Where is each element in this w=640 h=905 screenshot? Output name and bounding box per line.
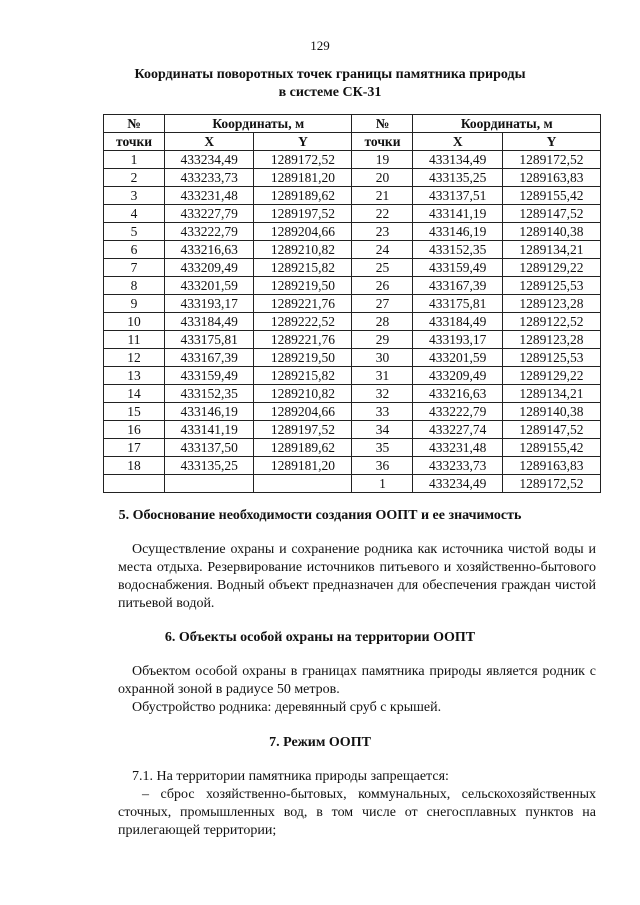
coord-x: 433233,73 bbox=[165, 169, 254, 187]
point-number: 20 bbox=[352, 169, 413, 187]
point-number: 4 bbox=[104, 205, 165, 223]
title-line-2: в системе СК-31 bbox=[278, 85, 382, 100]
point-number: 33 bbox=[352, 403, 413, 421]
point-number: 18 bbox=[104, 457, 165, 475]
table-row bbox=[104, 313, 601, 331]
coordinates-table bbox=[103, 114, 601, 493]
coord-y: 1289134,21 bbox=[502, 241, 600, 259]
coord-y: 1289129,22 bbox=[502, 367, 600, 385]
point-number: 2 bbox=[104, 169, 165, 187]
point-number: 1 bbox=[352, 475, 413, 493]
point-number: 12 bbox=[104, 349, 165, 367]
point-number: 3 bbox=[104, 187, 165, 205]
table-row bbox=[104, 259, 601, 277]
coord-y: 1289172,52 bbox=[502, 475, 600, 493]
coord-x: 433184,49 bbox=[165, 313, 254, 331]
coord-x: 433231,48 bbox=[165, 187, 254, 205]
coord-x: 433227,79 bbox=[165, 205, 254, 223]
section-6-paragraph-2: Обустройство родника: деревянный сруб с крышей. bbox=[132, 700, 442, 715]
coord-y: 1289122,52 bbox=[502, 313, 600, 331]
section-7-heading: 7. Режим ООПТ bbox=[269, 735, 371, 750]
point-number: 21 bbox=[352, 187, 413, 205]
point-number: 13 bbox=[104, 367, 165, 385]
section-7-text bbox=[118, 768, 596, 840]
point-number: 7 bbox=[104, 259, 165, 277]
coord-x: 433146,19 bbox=[165, 403, 254, 421]
coord-x: 433234,49 bbox=[165, 151, 254, 169]
point-number: 36 bbox=[352, 457, 413, 475]
header-x-2: X bbox=[413, 133, 502, 151]
coord-y: 1289147,52 bbox=[502, 421, 600, 439]
table-row bbox=[104, 169, 601, 187]
coord-x: 433184,49 bbox=[413, 313, 502, 331]
coord-y: 1289210,82 bbox=[254, 385, 352, 403]
coord-x: 433152,35 bbox=[413, 241, 502, 259]
coord-x: 433201,59 bbox=[413, 349, 502, 367]
coord-y: 1289163,83 bbox=[502, 169, 600, 187]
header-coords-2: Координаты, м bbox=[413, 115, 601, 133]
coord-x: 433152,35 bbox=[165, 385, 254, 403]
section-5-text bbox=[118, 541, 596, 613]
coord-y: 1289140,38 bbox=[502, 223, 600, 241]
point-number: 35 bbox=[352, 439, 413, 457]
point-number: 5 bbox=[104, 223, 165, 241]
header-coords: Координаты, м bbox=[165, 115, 352, 133]
header-num-2: № bbox=[352, 115, 413, 133]
section-5-heading: 5. Обоснование необходимости создания ООПТ и ее значимость bbox=[118, 508, 522, 523]
table-row bbox=[104, 331, 601, 349]
table-row bbox=[104, 403, 601, 421]
point-number: 17 bbox=[104, 439, 165, 457]
coord-y bbox=[254, 475, 352, 493]
point-number: 28 bbox=[352, 313, 413, 331]
coord-y: 1289215,82 bbox=[254, 367, 352, 385]
section-7-paragraph-2: – сброс хозяйственно-бытовых, коммунальных, сельскохозяйственных сточных, промышленных вод, в том числе от снегосплавных пунктов на прилегающей территории; bbox=[118, 787, 596, 838]
table-row bbox=[104, 385, 601, 403]
coord-x: 433234,49 bbox=[413, 475, 502, 493]
coord-x: 433193,17 bbox=[413, 331, 502, 349]
coord-y: 1289219,50 bbox=[254, 349, 352, 367]
table-title bbox=[100, 66, 560, 102]
coord-x: 433222,79 bbox=[165, 223, 254, 241]
table-row bbox=[104, 439, 601, 457]
table-row bbox=[104, 457, 601, 475]
point-number: 31 bbox=[352, 367, 413, 385]
coord-y: 1289221,76 bbox=[254, 331, 352, 349]
coord-y: 1289155,42 bbox=[502, 439, 600, 457]
table-header-row-2 bbox=[104, 133, 601, 151]
header-x: X bbox=[165, 133, 254, 151]
coord-y: 1289197,52 bbox=[254, 205, 352, 223]
coord-x: 433216,63 bbox=[165, 241, 254, 259]
coord-y: 1289123,28 bbox=[502, 331, 600, 349]
point-number: 8 bbox=[104, 277, 165, 295]
coord-x: 433141,19 bbox=[413, 205, 502, 223]
coord-y: 1289204,66 bbox=[254, 223, 352, 241]
coord-x: 433233,73 bbox=[413, 457, 502, 475]
table-row bbox=[104, 151, 601, 169]
point-number: 32 bbox=[352, 385, 413, 403]
header-point-2: точки bbox=[352, 133, 413, 151]
point-number: 16 bbox=[104, 421, 165, 439]
section-6-heading: 6. Объекты особой охраны на территории ООПТ bbox=[164, 630, 476, 645]
table-row bbox=[104, 205, 601, 223]
point-number: 27 bbox=[352, 295, 413, 313]
coord-x: 433141,19 bbox=[165, 421, 254, 439]
coord-x: 433222,79 bbox=[413, 403, 502, 421]
point-number: 15 bbox=[104, 403, 165, 421]
point-number: 9 bbox=[104, 295, 165, 313]
point-number bbox=[104, 475, 165, 493]
coord-x: 433209,49 bbox=[413, 367, 502, 385]
point-number: 23 bbox=[352, 223, 413, 241]
point-number: 22 bbox=[352, 205, 413, 223]
coord-x bbox=[165, 475, 254, 493]
header-point: точки bbox=[104, 133, 165, 151]
table-header-row-1 bbox=[104, 115, 601, 133]
point-number: 30 bbox=[352, 349, 413, 367]
point-number: 19 bbox=[352, 151, 413, 169]
point-number: 24 bbox=[352, 241, 413, 259]
coord-y: 1289147,52 bbox=[502, 205, 600, 223]
coord-x: 433175,81 bbox=[165, 331, 254, 349]
coord-x: 433209,49 bbox=[165, 259, 254, 277]
table-row bbox=[104, 223, 601, 241]
table-row bbox=[104, 277, 601, 295]
coord-x: 433135,25 bbox=[165, 457, 254, 475]
coord-y: 1289181,20 bbox=[254, 169, 352, 187]
coord-x: 433134,49 bbox=[413, 151, 502, 169]
table-row bbox=[104, 421, 601, 439]
point-number: 29 bbox=[352, 331, 413, 349]
table-row bbox=[104, 295, 601, 313]
coord-y: 1289219,50 bbox=[254, 277, 352, 295]
coord-y: 1289197,52 bbox=[254, 421, 352, 439]
coord-y: 1289222,52 bbox=[254, 313, 352, 331]
point-number: 26 bbox=[352, 277, 413, 295]
coord-y: 1289125,53 bbox=[502, 349, 600, 367]
coord-y: 1289163,83 bbox=[502, 457, 600, 475]
coord-y: 1289140,38 bbox=[502, 403, 600, 421]
coord-y: 1289129,22 bbox=[502, 259, 600, 277]
coord-x: 433201,59 bbox=[165, 277, 254, 295]
coord-y: 1289204,66 bbox=[254, 403, 352, 421]
coord-x: 433231,48 bbox=[413, 439, 502, 457]
section-6-paragraph-1: Объектом особой охраны в границах памятника природы является родник с охранной зоной в радиусе 50 метров. bbox=[118, 664, 596, 697]
section-5-paragraph: Осуществление охраны и сохранение родника как источника чистой воды и места отдыха. Резервирование источников питьевого и хозяйственно-бытового водоснабжения. Водный объект предназначен для обеспечения граждан чистой питьевой водой. bbox=[118, 542, 596, 611]
coord-x: 433167,39 bbox=[165, 349, 254, 367]
point-number: 11 bbox=[104, 331, 165, 349]
point-number: 34 bbox=[352, 421, 413, 439]
coord-y: 1289172,52 bbox=[254, 151, 352, 169]
table-row bbox=[104, 475, 601, 493]
coord-x: 433159,49 bbox=[165, 367, 254, 385]
coord-y: 1289125,53 bbox=[502, 277, 600, 295]
title-line-1: Координаты поворотных точек границы памятника природы bbox=[134, 67, 526, 82]
coord-x: 433137,51 bbox=[413, 187, 502, 205]
coord-x: 433137,50 bbox=[165, 439, 254, 457]
coord-x: 433167,39 bbox=[413, 277, 502, 295]
coord-x: 433146,19 bbox=[413, 223, 502, 241]
coord-y: 1289210,82 bbox=[254, 241, 352, 259]
coord-x: 433227,74 bbox=[413, 421, 502, 439]
table-row bbox=[104, 241, 601, 259]
point-number: 1 bbox=[104, 151, 165, 169]
point-number: 25 bbox=[352, 259, 413, 277]
page-number: 129 bbox=[310, 38, 330, 53]
coord-y: 1289215,82 bbox=[254, 259, 352, 277]
coord-y: 1289172,52 bbox=[502, 151, 600, 169]
coord-x: 433159,49 bbox=[413, 259, 502, 277]
header-num: № bbox=[104, 115, 165, 133]
header-y: Y bbox=[254, 133, 352, 151]
coord-y: 1289155,42 bbox=[502, 187, 600, 205]
coord-y: 1289181,20 bbox=[254, 457, 352, 475]
coord-y: 1289189,62 bbox=[254, 187, 352, 205]
coord-x: 433135,25 bbox=[413, 169, 502, 187]
section-7-paragraph-1: 7.1. На территории памятника природы запрещается: bbox=[132, 769, 449, 784]
table-row bbox=[104, 187, 601, 205]
coord-y: 1289189,62 bbox=[254, 439, 352, 457]
coord-x: 433216,63 bbox=[413, 385, 502, 403]
point-number: 6 bbox=[104, 241, 165, 259]
coord-x: 433175,81 bbox=[413, 295, 502, 313]
point-number: 14 bbox=[104, 385, 165, 403]
header-y-2: Y bbox=[502, 133, 600, 151]
coord-x: 433193,17 bbox=[165, 295, 254, 313]
point-number: 10 bbox=[104, 313, 165, 331]
coord-y: 1289134,21 bbox=[502, 385, 600, 403]
coord-y: 1289123,28 bbox=[502, 295, 600, 313]
section-6-text bbox=[118, 663, 596, 717]
coord-y: 1289221,76 bbox=[254, 295, 352, 313]
table-row bbox=[104, 349, 601, 367]
table-row bbox=[104, 367, 601, 385]
